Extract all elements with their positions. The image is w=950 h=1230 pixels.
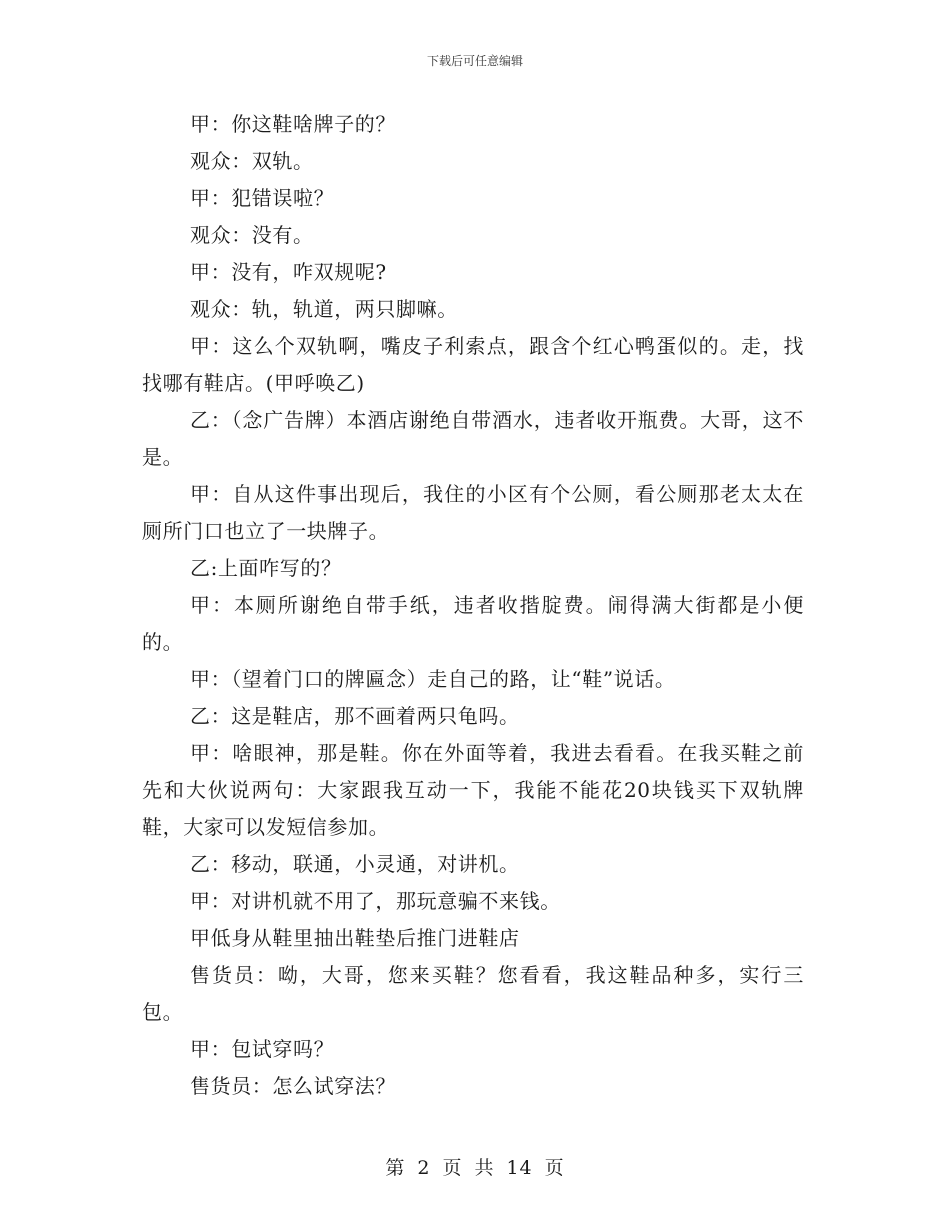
paragraph: 甲低身从鞋里抽出鞋垫后推门进鞋店 bbox=[190, 926, 520, 950]
footer-total-prefix: 共 bbox=[474, 1157, 495, 1179]
paragraph: 观众：双轨。 bbox=[190, 149, 314, 173]
paragraph: 观众：轨，轨道，两只脚嘛。 bbox=[190, 297, 458, 321]
page-footer bbox=[0, 1153, 950, 1180]
page-header bbox=[0, 52, 950, 69]
paragraph: 甲：你这鞋啥牌子的？ bbox=[190, 112, 396, 136]
footer-prefix: 第 bbox=[385, 1157, 406, 1179]
paragraph: 甲：犯错误啦？ bbox=[190, 186, 335, 210]
document-body bbox=[142, 106, 804, 1105]
paragraph: 甲：啥眼神，那是鞋。你在外面等着，我进去看看。在我买鞋之前先和大伙说两句：大家跟我互动一下，我能不能花20块钱买下双轨牌鞋，大家可以发短信参加。 bbox=[142, 741, 804, 839]
paragraph: 甲：对讲机就不用了，那玩意骗不来钱。 bbox=[190, 889, 561, 913]
paragraph: 售货员：呦，大哥，您来买鞋？您看看，我这鞋品种多，实行三包。 bbox=[142, 963, 804, 1024]
footer-suffix: 页 bbox=[544, 1157, 565, 1179]
paragraph: 售货员：怎么试穿法？ bbox=[190, 1074, 396, 1098]
footer-middle: 页 bbox=[442, 1157, 463, 1179]
paragraph: 甲：这么个双轨啊，嘴皮子利索点，跟含个红心鸭蛋似的。走，找找哪有鞋店。(甲呼唤乙) bbox=[142, 334, 804, 395]
footer-total-pages: 14 bbox=[506, 1157, 533, 1179]
paragraph: 观众：没有。 bbox=[190, 223, 314, 247]
footer-page-number: 2 bbox=[417, 1157, 431, 1179]
paragraph: 甲：自从这件事出现后，我住的小区有个公厕，看公厕那老太太在厕所门口也立了一块牌子。 bbox=[142, 482, 804, 543]
paragraph: 甲：（望着门口的牌匾念）走自己的路，让“鞋”说话。 bbox=[190, 667, 676, 691]
paragraph: 乙:上面咋写的？ bbox=[190, 556, 342, 580]
paragraph: 甲：没有，咋双规呢? bbox=[190, 260, 387, 284]
paragraph: 甲：本厕所谢绝自带手纸，违者收揩腚费。闹得满大街都是小便的。 bbox=[142, 593, 804, 654]
paragraph: 乙：这是鞋店，那不画着两只龟吗。 bbox=[190, 704, 520, 728]
paragraph: 乙：（念广告牌）本酒店谢绝自带酒水，违者收开瓶费。大哥，这不是。 bbox=[142, 408, 804, 469]
paragraph: 乙：移动，联通，小灵通，对讲机。 bbox=[190, 852, 520, 876]
paragraph: 甲：包试穿吗？ bbox=[190, 1037, 335, 1061]
header-text: 下载后可任意编辑 bbox=[426, 54, 523, 68]
